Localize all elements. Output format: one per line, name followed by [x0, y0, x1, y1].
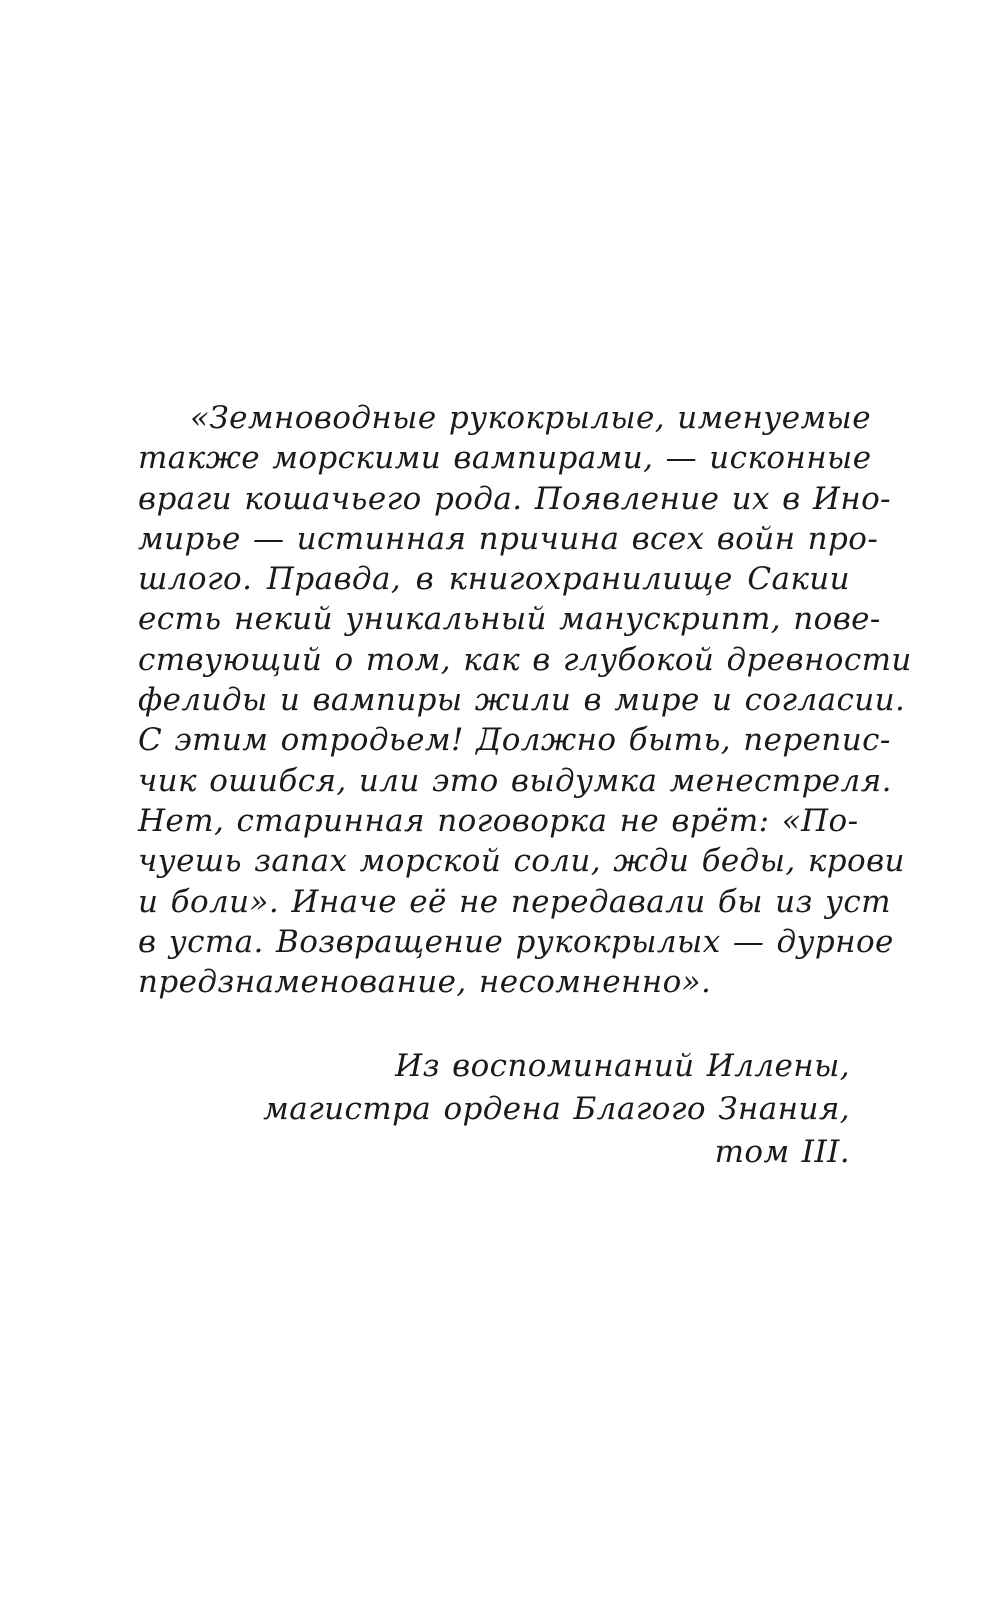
epigraph-line: также морскими вампирами, — исконные [138, 440, 872, 477]
epigraph-line: и боли». Иначе её не передавали бы из уст [138, 883, 891, 920]
epigraph-text [138, 398, 912, 1002]
epigraph-line: враги кошачьего рода. Появление их в Ино- [138, 480, 892, 517]
epigraph-line: С этим отродьем! Должно быть, перепис- [138, 722, 891, 759]
epigraph-line: чуешь запах морской соли, жди беды, крови [138, 843, 905, 880]
epigraph-line: Нет, старинная поговорка не врёт: «По- [138, 802, 859, 839]
epigraph-line: в уста. Возвращение рукокрылых — дурное [138, 923, 894, 960]
epigraph-line: шлого. Правда, в книгохранилище Сакии [138, 561, 850, 598]
epigraph-line: есть некий уникальный манускрипт, пове- [138, 601, 881, 638]
epigraph-line: фелиды и вампиры жили в мире и согласии. [138, 682, 906, 719]
epigraph-line: «Земноводные рукокрылые, именуемые [190, 400, 871, 436]
attribution-author-title: магистра ордена Благого Знания, [263, 1091, 850, 1127]
attribution-source: Из воспоминаний Иллены, [395, 1048, 850, 1084]
epigraph-line: ствующий о том, как в глубокой древности [138, 641, 912, 678]
epigraph-line: предзнаменование, несомненно». [138, 964, 712, 1001]
epigraph-line: чик ошибся, или это выдумка менестреля. [138, 762, 892, 799]
epigraph-line: мирье — истинная причина всех войн про- [138, 520, 879, 557]
epigraph [138, 398, 912, 1002]
epigraph-attribution [263, 1045, 850, 1174]
attribution-volume: том III. [714, 1134, 850, 1170]
